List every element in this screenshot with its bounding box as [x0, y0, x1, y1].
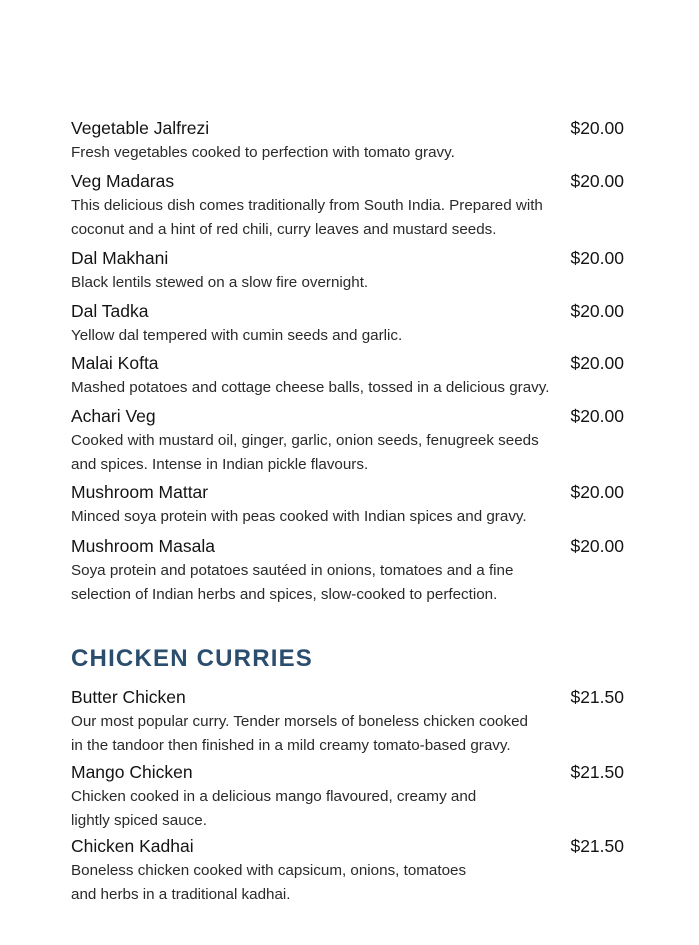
item-name: Vegetable Jalfrezi — [71, 118, 210, 138]
description-line: Fresh vegetables cooked to perfection with tomato gravy. — [71, 144, 455, 161]
menu-item-malai-kofta — [71, 352, 624, 400]
menu-item-achari-veg — [71, 405, 624, 477]
item-description — [71, 324, 624, 348]
item-price: $20.00 — [570, 171, 624, 191]
description-line: This delicious dish comes traditionally from South India. Prepared with — [71, 197, 543, 214]
item-name: Dal Makhani — [71, 248, 169, 268]
item-description — [71, 559, 624, 607]
item-name: Chicken Kadhai — [71, 836, 194, 856]
menu-item-dal-makhani — [71, 247, 624, 295]
item-description — [71, 194, 624, 242]
item-name: Mushroom Mattar — [71, 482, 209, 502]
item-name: Mango Chicken — [71, 762, 193, 782]
item-name: Dal Tadka — [71, 301, 149, 321]
description-line: Soya protein and potatoes sautéed in onions, tomatoes and a fine — [71, 562, 514, 579]
item-name: Achari Veg — [71, 406, 156, 426]
menu-item-mushroom-masala — [71, 535, 624, 607]
item-description — [71, 271, 624, 295]
item-price: $20.00 — [570, 301, 624, 321]
menu-item-butter-chicken — [71, 686, 624, 758]
item-description — [71, 376, 624, 400]
item-name: Malai Kofta — [71, 353, 159, 373]
item-price: $21.50 — [570, 836, 624, 856]
item-description — [71, 429, 624, 477]
item-price: $20.00 — [570, 118, 624, 138]
description-line: Our most popular curry. Tender morsels of boneless chicken cooked — [71, 713, 528, 730]
item-description — [71, 141, 624, 165]
menu-item-chicken-kadhai — [71, 835, 624, 907]
menu-item-mushroom-mattar — [71, 481, 624, 529]
description-line: coconut and a hint of red chili, curry leaves and mustard seeds. — [71, 221, 497, 238]
description-line: and herbs in a traditional kadhai. — [71, 886, 291, 903]
item-price: $20.00 — [570, 248, 624, 268]
item-description — [71, 785, 624, 833]
menu-item-mango-chicken — [71, 761, 624, 833]
item-price: $20.00 — [570, 536, 624, 556]
item-price: $21.50 — [570, 762, 624, 782]
menu-item-veg-madaras — [71, 170, 624, 242]
item-name: Veg Madaras — [71, 171, 175, 191]
menu-item-vegetable-jalfrezi — [71, 117, 624, 165]
item-description — [71, 710, 624, 758]
description-line: Boneless chicken cooked with capsicum, onions, tomatoes — [71, 862, 467, 879]
description-line: Mashed potatoes and cottage cheese balls, tossed in a delicious gravy. — [71, 379, 550, 396]
item-description — [71, 859, 624, 907]
section-heading-chicken-curries: CHICKEN CURRIES — [71, 645, 314, 672]
description-line: Cooked with mustard oil, ginger, garlic, onion seeds, fenugreek seeds — [71, 432, 539, 449]
item-name: Butter Chicken — [71, 687, 186, 707]
description-line: selection of Indian herbs and spices, slow-cooked to perfection. — [71, 586, 498, 603]
description-line: and spices. Intense in Indian pickle flavours. — [71, 456, 369, 473]
description-line: Chicken cooked in a delicious mango flavoured, creamy and — [71, 788, 477, 805]
item-price: $20.00 — [570, 482, 624, 502]
item-price: $20.00 — [570, 406, 624, 426]
item-description — [71, 505, 624, 529]
description-line: Minced soya protein with peas cooked with Indian spices and gravy. — [71, 508, 527, 525]
item-name: Mushroom Masala — [71, 536, 215, 556]
description-line: Black lentils stewed on a slow fire overnight. — [71, 274, 369, 291]
description-line: Yellow dal tempered with cumin seeds and garlic. — [71, 327, 403, 344]
description-line: lightly spiced sauce. — [71, 812, 207, 829]
menu-item-dal-tadka — [71, 300, 624, 348]
item-price: $21.50 — [570, 687, 624, 707]
description-line: in the tandoor then finished in a mild creamy tomato-based gravy. — [71, 737, 511, 754]
item-price: $20.00 — [570, 353, 624, 373]
